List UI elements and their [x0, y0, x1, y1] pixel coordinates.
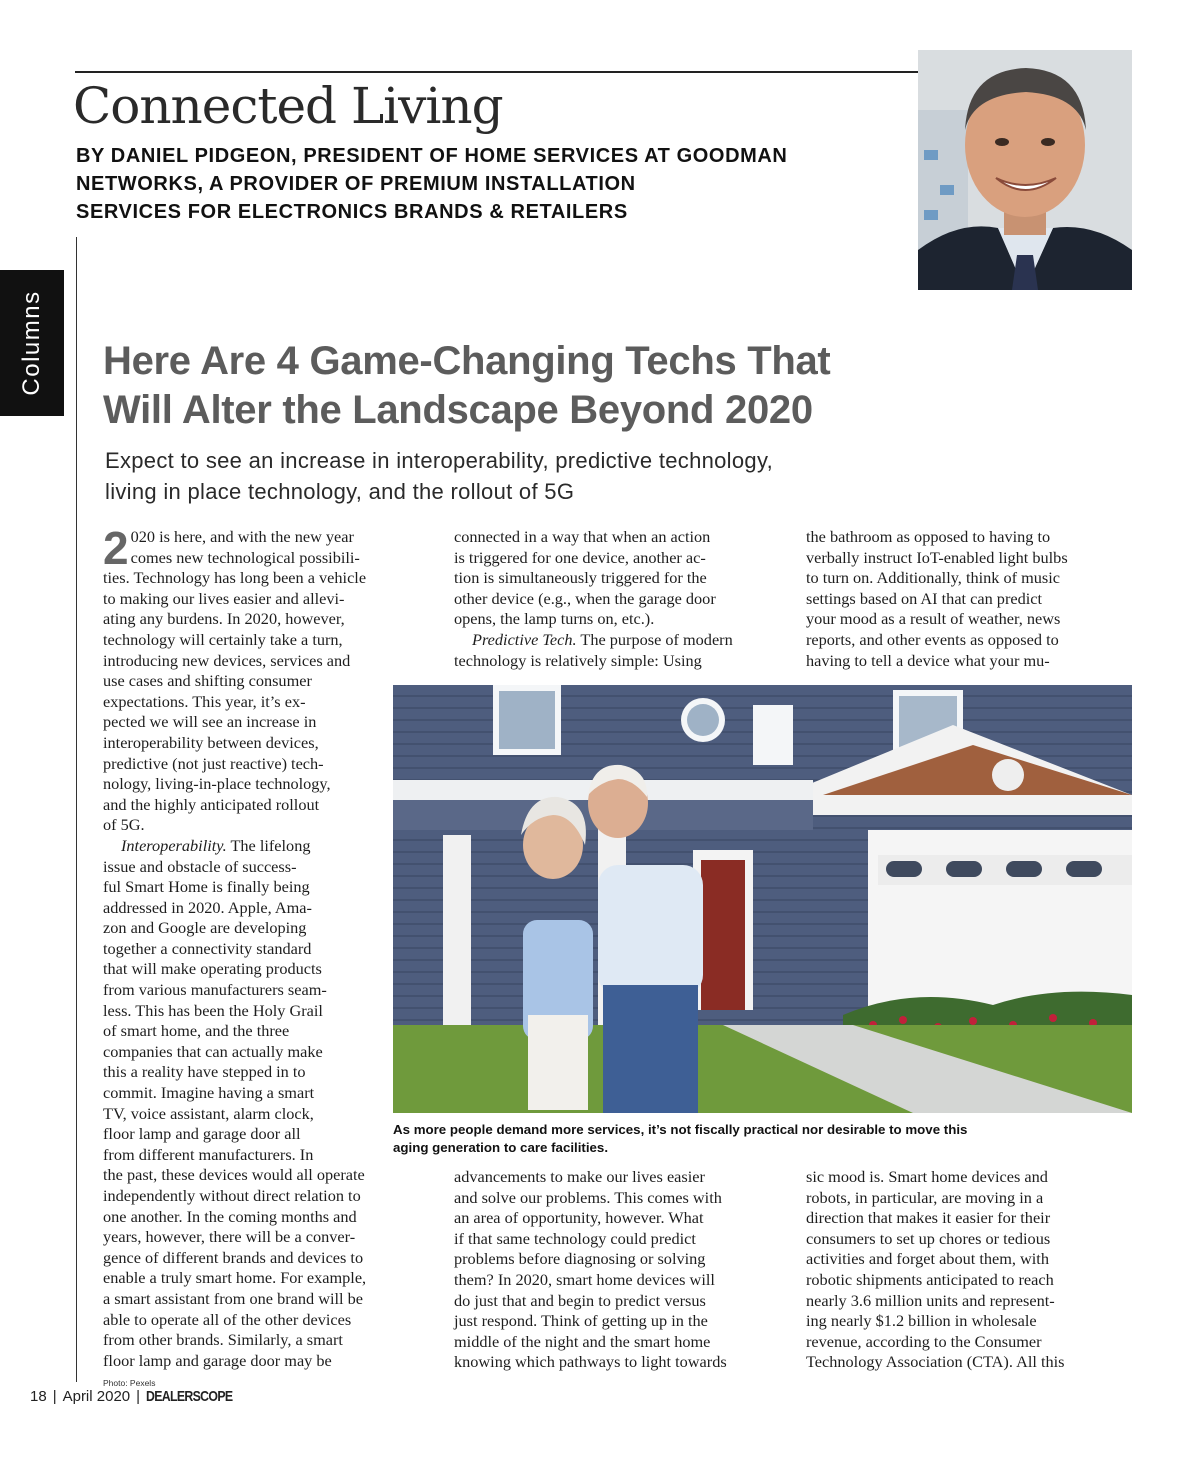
body-line: and the highly anticipated rollout [103, 794, 320, 814]
body-line: 020 is here, and with the new year [130, 527, 354, 546]
body-line: from other brands. Similarly, a smart [103, 1330, 343, 1350]
body-line: issue and obstacle of success- [103, 856, 297, 876]
body-line [103, 836, 428, 857]
byline-line: BY DANIEL PIDGEON, PRESIDENT OF HOME SERVICES AT GOODMAN [76, 145, 788, 167]
headline-line: Will Alter the Landscape Beyond 2020 [103, 388, 813, 432]
body-line: together a connectivity standard [103, 938, 312, 958]
article-deck [105, 445, 1105, 507]
body-line: of smart home, and the three [103, 1021, 290, 1041]
body-line: predictive (not just reactive) tech- [103, 753, 324, 773]
drop-cap: 2 [103, 522, 129, 574]
column-rule [76, 237, 77, 1382]
body-line: knowing which pathways to light towards [454, 1352, 727, 1372]
body-line: a smart assistant from one brand will be [103, 1288, 363, 1308]
body-line: verbally instruct IoT-enabled light bulbs [806, 547, 1068, 567]
body-line [454, 630, 784, 651]
body-line: interoperability between devices, [103, 732, 319, 752]
body-line: connected in a way that when an action [454, 527, 711, 546]
body-line: from different manufacturers. In [103, 1144, 314, 1164]
body-line: opens, the lamp turns on, etc.). [454, 609, 655, 629]
article-headline [103, 337, 1103, 435]
body-line: reports, and other events as opposed to [806, 629, 1059, 649]
body-line: expectations. This year, it’s ex- [103, 691, 306, 711]
body-line: ties. Technology has long been a vehicle [103, 568, 367, 588]
body-column-2-bottom [454, 1167, 784, 1373]
body-line: nearly 3.6 million units and represent- [806, 1290, 1055, 1310]
body-line: addressed in 2020. Apple, Ama- [103, 897, 312, 917]
body-line: that will make operating products [103, 959, 322, 979]
body-line: sic mood is. Smart home devices and [806, 1167, 1048, 1186]
body-line: zon and Google are developing [103, 918, 307, 938]
headline-line: Here Are 4 Game-Changing Techs That [103, 339, 831, 383]
section-tab [0, 270, 64, 416]
body-line: companies that can actually make [103, 1041, 323, 1061]
byline-line: NETWORKS, A PROVIDER OF PREMIUM INSTALLATION [76, 173, 636, 195]
body-line: TV, voice assistant, alarm clock, [103, 1103, 314, 1123]
body-line: the past, these devices would all operate [103, 1165, 365, 1185]
body-line: nology, living-in-place technology, [103, 774, 331, 794]
body-line: less. This has been the Holy Grail [103, 1000, 323, 1020]
body-line: this a reality have stepped in to [103, 1062, 306, 1082]
body-line: one another. In the coming months and [103, 1206, 357, 1226]
body-line: floor lamp and garage door all [103, 1124, 301, 1144]
body-line: just respond. Think of getting up in the [454, 1311, 708, 1331]
body-line: the bathroom as opposed to having to [806, 527, 1051, 546]
body-line: activities and forget about them, with [806, 1249, 1049, 1269]
issue-date: April 2020 [62, 1388, 131, 1405]
body-line: advancements to make our lives easier [454, 1167, 705, 1186]
body-line: ating any burdens. In 2020, however, [103, 609, 345, 629]
body-line: is triggered for one device, another ac- [454, 547, 706, 567]
body-line: middle of the night and the smart home [454, 1331, 711, 1351]
photo-credit: Photo: Pexels [103, 1378, 156, 1388]
body-line: to turn on. Additionally, think of music [806, 568, 1061, 588]
body-line: enable a truly smart home. For example, [103, 1268, 367, 1288]
body-line: ing nearly $1.2 billion in wholesale [806, 1311, 1037, 1331]
subhead-predictive: Predictive Tech. [472, 629, 577, 649]
author-photo [918, 50, 1132, 290]
body-line: robotic shipments anticipated to reach [806, 1269, 1054, 1289]
body-line: independently without direct relation to [103, 1186, 361, 1205]
deck-line: living in place technology, and the rollout of 5G [105, 479, 575, 504]
body-line: use cases and shifting consumer [103, 671, 312, 691]
body-line: settings based on AI that can predict [806, 588, 1043, 608]
body-line: pected we will see an increase in [103, 712, 317, 732]
body-line: of 5G. [103, 815, 145, 835]
body-line: from various manufacturers seam- [103, 980, 327, 1000]
column-title: Connected Living [73, 77, 503, 135]
body-line: if that same technology could predict [454, 1228, 696, 1248]
body-line: do just that and begin to predict versus [454, 1290, 706, 1310]
body-line: consumers to set up chores or tedious [806, 1228, 1051, 1248]
body-text: The purpose of modern [576, 629, 733, 649]
body-column-3-top [806, 527, 1136, 671]
caption-line: As more people demand more services, it’s not fiscally practical nor desirable to move this [393, 1122, 968, 1137]
body-line: tion is simultaneously triggered for the [454, 568, 707, 588]
body-line: years, however, there will be a conver- [103, 1227, 356, 1247]
body-text: The lifelong [226, 835, 311, 855]
byline [76, 142, 856, 226]
body-line: your mood as a result of weather, news [806, 609, 1061, 629]
body-column-3-bottom [806, 1167, 1136, 1373]
body-column-1 [103, 522, 428, 1371]
house-photo [393, 685, 1132, 1113]
caption-line: aging generation to care facilities. [393, 1140, 609, 1155]
body-line: and solve our problems. This comes with [454, 1187, 722, 1207]
photo-caption [393, 1121, 1133, 1157]
deck-line: Expect to see an increase in interoperability, predictive technology, [105, 448, 774, 473]
subhead-interoperability: Interoperability. [121, 835, 227, 855]
body-line: revenue, according to the Consumer [806, 1331, 1042, 1351]
body-line: Technology Association (CTA). All this [806, 1352, 1065, 1372]
header-rule [75, 71, 918, 73]
body-line: gence of different brands and devices to [103, 1247, 364, 1267]
body-line: introducing new devices, services and [103, 650, 351, 670]
body-line: floor lamp and garage door may be [103, 1350, 332, 1370]
body-line: able to operate all of the other devices [103, 1309, 352, 1329]
body-line: an area of opportunity, however. What [454, 1208, 704, 1228]
body-line: ful Smart Home is finally being [103, 877, 310, 897]
footer-separator: | [52, 1388, 57, 1405]
brand-logo: DEALERSCOPE [146, 1388, 233, 1405]
body-line: problems before diagnosing or solving [454, 1249, 706, 1269]
page-number: 18 [30, 1388, 47, 1405]
body-line: comes new technological possibili- [130, 547, 360, 567]
body-line: them? In 2020, smart home devices will [454, 1269, 715, 1289]
body-line: technology will certainly take a turn, [103, 629, 343, 649]
body-column-2-top [454, 527, 784, 671]
byline-line: SERVICES FOR ELECTRONICS BRANDS & RETAILERS [76, 201, 628, 223]
footer-separator: | [136, 1388, 141, 1405]
body-line: robots, in particular, are moving in a [806, 1187, 1044, 1207]
section-tab-label: Columns [18, 290, 45, 396]
body-line: technology is relatively simple: Using [454, 650, 702, 670]
body-line: direction that makes it easier for their [806, 1208, 1051, 1228]
body-line: having to tell a device what your mu- [806, 650, 1050, 670]
page-footer [30, 1388, 251, 1405]
body-line: other device (e.g., when the garage door [454, 588, 716, 608]
body-line: commit. Imagine having a smart [103, 1083, 315, 1103]
body-line: to making our lives easier and allevi- [103, 588, 345, 608]
